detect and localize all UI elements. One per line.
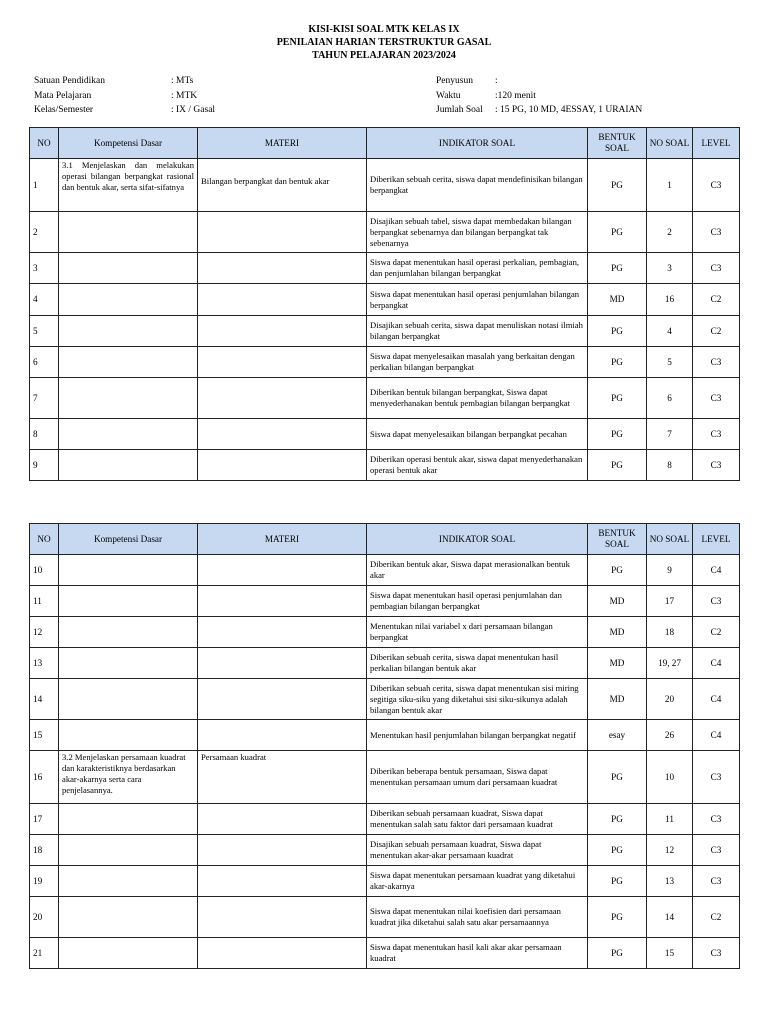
row-kompetensi-dasar xyxy=(59,450,198,481)
row-bentuk-soal: PG xyxy=(588,751,647,804)
row-materi xyxy=(198,835,367,866)
table-row xyxy=(30,835,740,866)
row-no-soal: 3 xyxy=(647,253,693,284)
meta-value: : MTs xyxy=(171,76,194,86)
row-bentuk-soal: PG xyxy=(588,253,647,284)
row-kompetensi-dasar xyxy=(59,835,198,866)
row-kompetensi-dasar xyxy=(59,419,198,450)
table-row xyxy=(30,159,740,212)
header-materi: MATERI xyxy=(198,524,367,555)
row-no: 1 xyxy=(30,159,59,212)
header-bentuk-soal: BENTUK SOAL xyxy=(588,524,647,555)
row-indikator: Disajikan sebuah tabel, siswa dapat membedakan bilangan berpangkat sebenarnya dan bilangan berpangkat tak sebenarnya xyxy=(367,212,588,253)
table-row xyxy=(30,648,740,679)
row-materi: Persamaan kuadrat xyxy=(198,751,367,804)
row-bentuk-soal: MD xyxy=(588,284,647,316)
table-row xyxy=(30,347,740,378)
meta-value: : xyxy=(495,76,498,86)
row-bentuk-soal: MD xyxy=(588,648,647,679)
row-no-soal: 14 xyxy=(647,897,693,938)
row-indikator: Menentukan hasil penjumlahan bilangan berpangkat negatif xyxy=(367,720,588,751)
row-materi xyxy=(198,450,367,481)
row-materi xyxy=(198,586,367,617)
row-materi xyxy=(198,648,367,679)
row-kompetensi-dasar xyxy=(59,938,198,969)
row-no: 15 xyxy=(30,720,59,751)
row-level: C3 xyxy=(693,835,740,866)
header-no-soal: NO SOAL xyxy=(647,128,693,159)
row-level: C2 xyxy=(693,284,740,316)
row-no: 4 xyxy=(30,284,59,316)
row-no-soal: 6 xyxy=(647,378,693,419)
meta-row xyxy=(34,89,215,104)
row-indikator: Diberikan beberapa bentuk persamaan, Siswa dapat menentukan persamaan umum dari persamaan kuadrat xyxy=(367,751,588,804)
row-no-soal: 5 xyxy=(647,347,693,378)
row-materi xyxy=(198,212,367,253)
row-bentuk-soal: PG xyxy=(588,347,647,378)
row-kompetensi-dasar xyxy=(59,617,198,648)
row-level: C4 xyxy=(693,679,740,720)
row-indikator: Siswa dapat menentukan nilai koefisien dari persamaan kuadrat jika diketahui salah satu akar persamaannya xyxy=(367,897,588,938)
kisi-table-2 xyxy=(29,523,740,969)
row-no: 17 xyxy=(30,804,59,835)
row-level: C2 xyxy=(693,316,740,347)
row-kompetensi-dasar: 3.2 Menjelaskan persamaan kuadrat dan karakteristiknya berdasarkan akar-akarnya serta cara penjelasannya. xyxy=(59,751,198,804)
meta-value: : 15 PG, 10 MD, 4ESSAY, 1 URAIAN xyxy=(495,105,643,115)
table-row xyxy=(30,751,740,804)
row-level: C4 xyxy=(693,555,740,586)
row-bentuk-soal: PG xyxy=(588,378,647,419)
row-materi xyxy=(198,679,367,720)
row-kompetensi-dasar xyxy=(59,555,198,586)
row-materi xyxy=(198,720,367,751)
meta-label: Mata Pelajaran xyxy=(34,90,92,101)
meta-row xyxy=(34,103,215,118)
table-row xyxy=(30,316,740,347)
table-row xyxy=(30,804,740,835)
row-indikator: Diberikan bentuk akar, Siswa dapat merasionalkan bentuk akar xyxy=(367,555,588,586)
row-no: 20 xyxy=(30,897,59,938)
row-bentuk-soal: PG xyxy=(588,159,647,212)
row-no: 3 xyxy=(30,253,59,284)
row-materi xyxy=(198,347,367,378)
row-materi xyxy=(198,866,367,897)
row-kompetensi-dasar: 3.1 Menjelaskan dan melakukan operasi bilangan berpangkat rasional dan bentuk akar, serta sifat-sifatnya xyxy=(59,159,198,212)
row-bentuk-soal: PG xyxy=(588,804,647,835)
row-indikator: Siswa dapat menentukan hasil operasi perkalian, pembagian, dan penjumlahan bilangan berpangkat xyxy=(367,253,588,284)
row-indikator: Diberikan sebuah persamaan kuadrat, Siswa dapat menentukan salah satu faktor dari persamaan kuadrat xyxy=(367,804,588,835)
row-no: 7 xyxy=(30,378,59,419)
row-level: C3 xyxy=(693,751,740,804)
row-no-soal: 19, 27 xyxy=(647,648,693,679)
row-no-soal: 2 xyxy=(647,212,693,253)
header-indikator: INDIKATOR SOAL xyxy=(367,524,588,555)
table-row xyxy=(30,284,740,316)
row-no: 2 xyxy=(30,212,59,253)
meta-row xyxy=(436,74,642,89)
row-materi xyxy=(198,617,367,648)
table-row xyxy=(30,679,740,720)
header-materi: MATERI xyxy=(198,128,367,159)
table-header-row xyxy=(30,128,740,159)
row-bentuk-soal: esay xyxy=(588,720,647,751)
document-title: KISI-KISI SOAL MTK KELAS IX xyxy=(308,24,460,35)
table-row xyxy=(30,586,740,617)
row-no-soal: 18 xyxy=(647,617,693,648)
row-kompetensi-dasar xyxy=(59,284,198,316)
row-bentuk-soal: PG xyxy=(588,419,647,450)
row-kompetensi-dasar xyxy=(59,253,198,284)
table-row xyxy=(30,450,740,481)
header-level: LEVEL xyxy=(693,524,740,555)
row-no: 18 xyxy=(30,835,59,866)
row-indikator: Siswa dapat menentukan hasil operasi penjumlahan dan pembagian bilangan berpangkat xyxy=(367,586,588,617)
row-materi xyxy=(198,284,367,316)
meta-label: Penyusun xyxy=(436,76,473,86)
row-level: C2 xyxy=(693,897,740,938)
row-bentuk-soal: PG xyxy=(588,212,647,253)
row-no: 11 xyxy=(30,586,59,617)
row-no: 19 xyxy=(30,866,59,897)
row-no-soal: 20 xyxy=(647,679,693,720)
meta-row xyxy=(436,89,642,104)
row-indikator: Menentukan nilai variabel x dari persamaan bilangan berpangkat xyxy=(367,617,588,648)
document-title-block xyxy=(0,23,768,62)
row-indikator: Siswa dapat menentukan hasil operasi penjumlahan bilangan berpangkat xyxy=(367,284,588,316)
row-level: C4 xyxy=(693,648,740,679)
header-kompetensi-dasar: Kompetensi Dasar xyxy=(59,128,198,159)
row-no: 5 xyxy=(30,316,59,347)
meta-row xyxy=(34,74,215,89)
row-kompetensi-dasar xyxy=(59,679,198,720)
row-indikator: Diberikan operasi bentuk akar, siswa dapat menyederhanakan operasi bentuk akar xyxy=(367,450,588,481)
row-bentuk-soal: MD xyxy=(588,679,647,720)
row-materi xyxy=(198,555,367,586)
row-materi xyxy=(198,419,367,450)
header-indikator: INDIKATOR SOAL xyxy=(367,128,588,159)
row-no-soal: 9 xyxy=(647,555,693,586)
table-row xyxy=(30,617,740,648)
table-row xyxy=(30,419,740,450)
row-materi xyxy=(198,378,367,419)
row-bentuk-soal: MD xyxy=(588,617,647,648)
row-no: 6 xyxy=(30,347,59,378)
row-no-soal: 16 xyxy=(647,284,693,316)
row-bentuk-soal: PG xyxy=(588,897,647,938)
row-bentuk-soal: PG xyxy=(588,866,647,897)
header-kompetensi-dasar: Kompetensi Dasar xyxy=(59,524,198,555)
row-no: 14 xyxy=(30,679,59,720)
row-no-soal: 4 xyxy=(647,316,693,347)
meta-value: : MTK xyxy=(171,90,198,101)
meta-label: Jumlah Soal xyxy=(436,105,483,115)
row-kompetensi-dasar xyxy=(59,586,198,617)
row-no-soal: 10 xyxy=(647,751,693,804)
table-row xyxy=(30,938,740,969)
header-bentuk-soal: BENTUK SOAL xyxy=(588,128,647,159)
meta-value: : IX / Gasal xyxy=(171,105,216,115)
row-no-soal: 7 xyxy=(647,419,693,450)
row-no: 12 xyxy=(30,617,59,648)
row-materi xyxy=(198,897,367,938)
row-no: 21 xyxy=(30,938,59,969)
row-kompetensi-dasar xyxy=(59,316,198,347)
row-level: C3 xyxy=(693,212,740,253)
meta-value: :120 menit xyxy=(495,90,536,101)
row-bentuk-soal: PG xyxy=(588,555,647,586)
row-indikator: Disajikan sebuah persamaan kuadrat, Siswa dapat menentukan akar-akar persamaan kuadrat xyxy=(367,835,588,866)
row-level: C2 xyxy=(693,617,740,648)
row-no-soal: 17 xyxy=(647,586,693,617)
row-kompetensi-dasar xyxy=(59,347,198,378)
row-no: 13 xyxy=(30,648,59,679)
kisi-table-1 xyxy=(29,127,740,481)
meta-right xyxy=(436,74,642,118)
row-indikator: Disajikan sebuah cerita, siswa dapat menuliskan notasi ilmiah bilangan berpangkat xyxy=(367,316,588,347)
row-bentuk-soal: PG xyxy=(588,835,647,866)
row-bentuk-soal: MD xyxy=(588,586,647,617)
row-no: 8 xyxy=(30,419,59,450)
row-level: C3 xyxy=(693,378,740,419)
row-indikator: Diberikan sebuah cerita, siswa dapat menentukan hasil perkalian bilangan bentuk akar xyxy=(367,648,588,679)
row-kompetensi-dasar xyxy=(59,648,198,679)
row-kompetensi-dasar xyxy=(59,378,198,419)
row-indikator: Siswa dapat menentukan hasil kali akar akar persamaan kuadrat xyxy=(367,938,588,969)
table-header-row xyxy=(30,524,740,555)
document-year: TAHUN PELAJARAN 2023/2024 xyxy=(312,50,456,61)
row-kompetensi-dasar xyxy=(59,720,198,751)
row-level: C3 xyxy=(693,804,740,835)
row-no-soal: 11 xyxy=(647,804,693,835)
row-bentuk-soal: PG xyxy=(588,450,647,481)
row-no: 16 xyxy=(30,751,59,804)
meta-label: Kelas/Semester xyxy=(34,105,94,115)
table-row xyxy=(30,720,740,751)
header-no: NO xyxy=(30,128,59,159)
row-no-soal: 1 xyxy=(647,159,693,212)
row-indikator: Siswa dapat menentukan persamaan kuadrat yang diketahui akar-akarnya xyxy=(367,866,588,897)
row-level: C3 xyxy=(693,347,740,378)
row-materi xyxy=(198,804,367,835)
row-level: C3 xyxy=(693,938,740,969)
row-no-soal: 15 xyxy=(647,938,693,969)
row-materi xyxy=(198,253,367,284)
row-indikator: Siswa dapat menyelesaikan masalah yang berkaitan dengan perkalian bilangan berpangkat xyxy=(367,347,588,378)
row-level: C4 xyxy=(693,720,740,751)
row-no-soal: 13 xyxy=(647,866,693,897)
row-materi xyxy=(198,316,367,347)
row-no: 10 xyxy=(30,555,59,586)
row-kompetensi-dasar xyxy=(59,897,198,938)
table-row xyxy=(30,897,740,938)
row-bentuk-soal: PG xyxy=(588,938,647,969)
row-materi xyxy=(198,938,367,969)
row-kompetensi-dasar xyxy=(59,804,198,835)
table-row xyxy=(30,866,740,897)
row-level: C3 xyxy=(693,586,740,617)
table-row xyxy=(30,212,740,253)
header-no-soal: NO SOAL xyxy=(647,524,693,555)
meta-row xyxy=(436,103,642,118)
row-indikator: Diberikan sebuah cerita, siswa dapat menentukan sisi miring segitiga siku-siku yang diketahui sisi siku-sikunya adalah bilangan bentuk akar xyxy=(367,679,588,720)
header-level: LEVEL xyxy=(693,128,740,159)
row-level: C3 xyxy=(693,866,740,897)
table-row xyxy=(30,378,740,419)
row-kompetensi-dasar xyxy=(59,212,198,253)
table-row xyxy=(30,555,740,586)
meta-left xyxy=(34,74,215,118)
document-subtitle: PENILAIAN HARIAN TERSTRUKTUR GASAL xyxy=(276,37,492,48)
row-no-soal: 12 xyxy=(647,835,693,866)
meta-label: Satuan Pendidikan xyxy=(34,76,105,86)
row-level: C3 xyxy=(693,450,740,481)
row-level: C3 xyxy=(693,253,740,284)
row-indikator: Diberikan bentuk bilangan berpangkat, Siswa dapat menyederhanakan bentuk pembagian bilangan berpangkat xyxy=(367,378,588,419)
row-no: 9 xyxy=(30,450,59,481)
row-no-soal: 8 xyxy=(647,450,693,481)
row-level: C3 xyxy=(693,159,740,212)
row-kompetensi-dasar xyxy=(59,866,198,897)
table-row xyxy=(30,253,740,284)
row-no-soal: 26 xyxy=(647,720,693,751)
row-bentuk-soal: PG xyxy=(588,316,647,347)
row-indikator: Siswa dapat menyelesaikan bilangan berpangkat pecahan xyxy=(367,419,588,450)
row-indikator: Diberikan sebuah cerita, siswa dapat mendefinisikan bilangan berpangkat xyxy=(367,159,588,212)
row-materi: Bilangan berpangkat dan bentuk akar xyxy=(198,159,367,212)
header-no: NO xyxy=(30,524,59,555)
meta-label: Waktu xyxy=(436,90,461,101)
row-level: C3 xyxy=(693,419,740,450)
